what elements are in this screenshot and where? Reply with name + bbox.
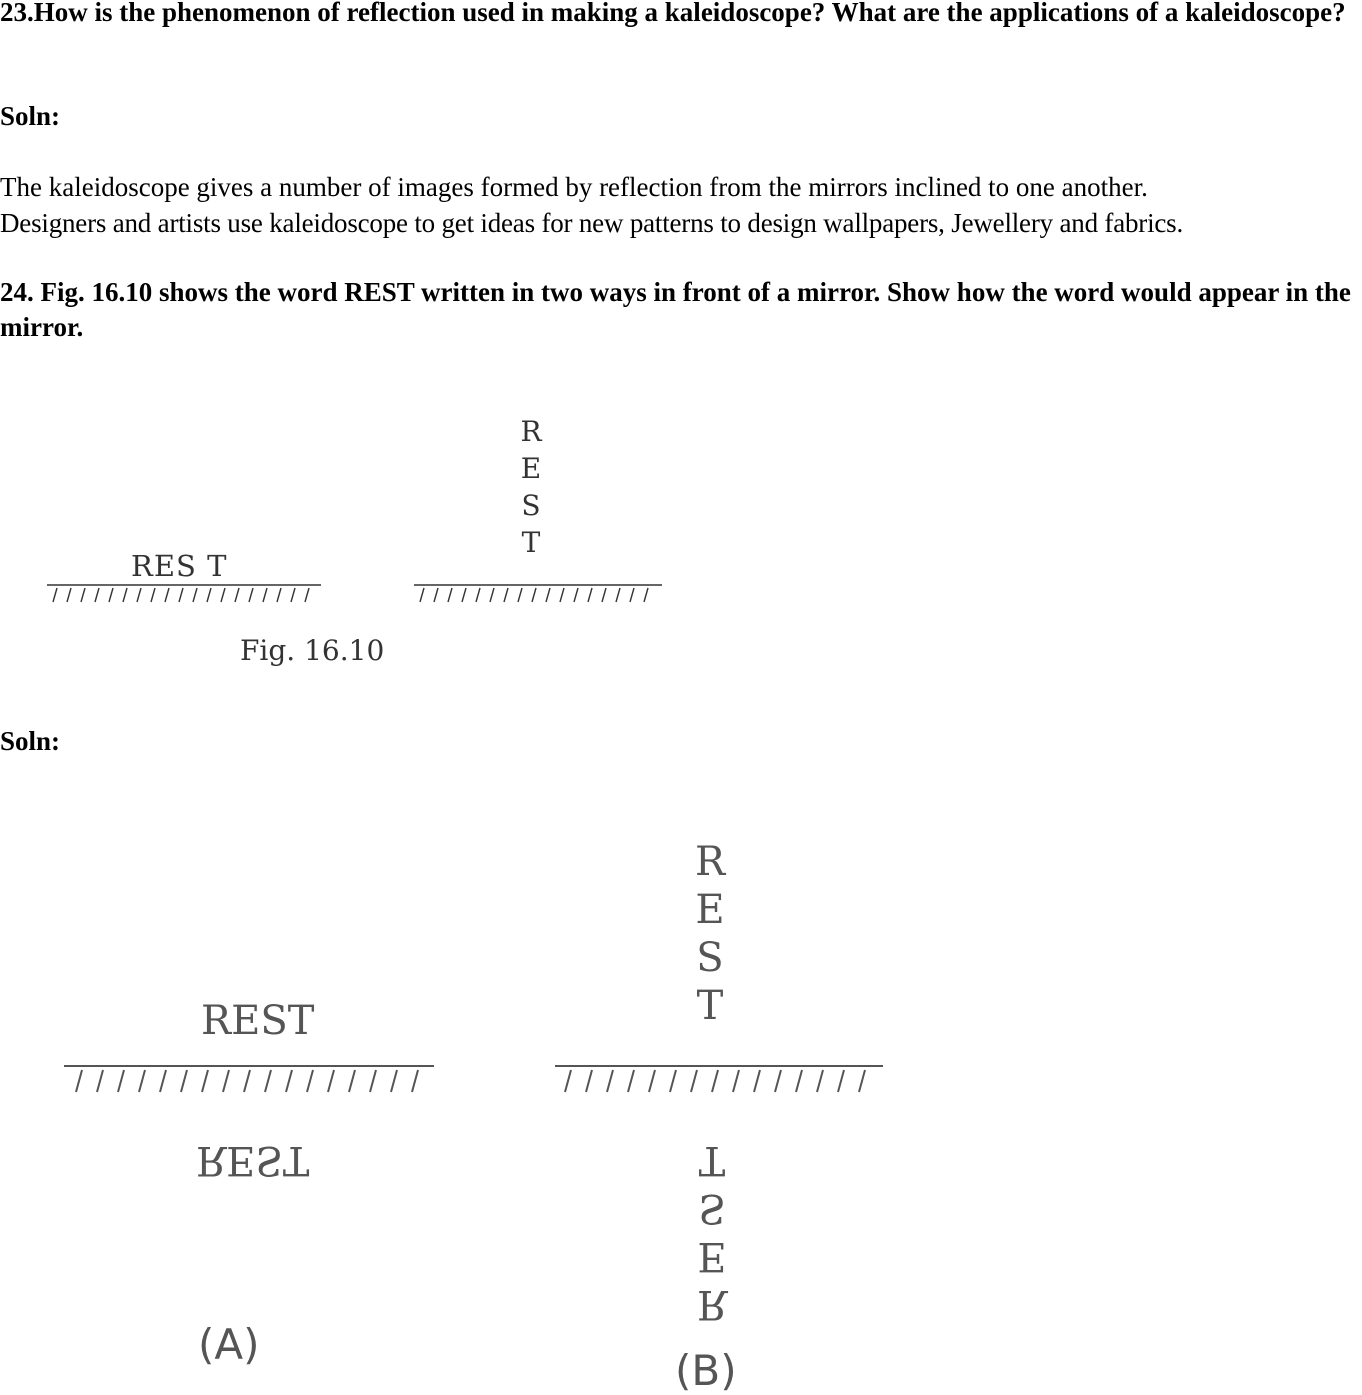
figure-caption: Fig. 16.10 <box>240 634 385 667</box>
solution-a-mirror <box>62 1062 438 1096</box>
solution-b-reflection-letter: E <box>697 1233 727 1279</box>
mirror-hatch-mark <box>420 588 424 602</box>
vertical-letter: T <box>521 526 541 559</box>
mirror-left <box>45 582 325 606</box>
soln-label-23: Soln: <box>0 101 61 131</box>
mirror-hatch-mark <box>838 1070 844 1092</box>
mirror-hatch-mark <box>476 588 480 602</box>
mirror-hatch-mark <box>286 1070 292 1092</box>
mirror-hatch-mark <box>244 1070 250 1092</box>
solution-b-reflection-letter: R <box>696 1281 728 1327</box>
solution-b-letter: R <box>694 839 726 885</box>
mirror-hatch-mark <box>616 588 620 602</box>
mirror-hatch-mark <box>462 588 466 602</box>
answer-23 <box>0 169 1362 241</box>
solution-b-reflection <box>690 1136 734 1328</box>
solution-a-reflection <box>196 1137 309 1183</box>
mirror-hatch-mark <box>291 588 295 602</box>
mirror-hatch-mark <box>607 1070 613 1092</box>
mirror-hatch-mark <box>565 1070 571 1092</box>
vertical-letter: E <box>520 452 542 485</box>
question-23: 23.How is the phenomenon of reflection used in making a kaleidoscope? What are the applications of a kaleidoscope? <box>0 0 1346 27</box>
mirror-hatch-mark <box>532 588 536 602</box>
mirror-hatch-mark <box>691 1070 697 1092</box>
mirror-hatch-mark <box>249 588 253 602</box>
mirror-hatch-mark <box>546 588 550 602</box>
mirror-hatch-mark <box>118 1070 124 1092</box>
mirror-hatch-mark <box>560 588 564 602</box>
answer-23-line-2: Designers and artists use kaleidoscope to get ideas for new patterns to design wallpapers, Jewellery and fabrics. <box>0 208 1184 238</box>
mirror-hatch-mark <box>859 1070 865 1092</box>
solution-b-label: (B) <box>675 1346 737 1395</box>
mirror-hatch-mark <box>81 588 85 602</box>
mirror-hatch-mark <box>391 1070 397 1092</box>
answer-23-line-1: The kaleidoscope gives a number of images formed by reflection from the mirrors inclined to one another. <box>0 172 1148 202</box>
mirror-hatch-mark <box>448 588 452 602</box>
mirror-hatch-mark <box>97 1070 103 1092</box>
mirror-hatch-mark <box>588 588 592 602</box>
mirror-hatch-mark <box>151 588 155 602</box>
mirror-hatch-mark <box>307 1070 313 1092</box>
mirror-hatch-mark <box>649 1070 655 1092</box>
mirror-hatch-mark <box>207 588 211 602</box>
mirror-hatch-mark <box>95 588 99 602</box>
solution-b-letter: S <box>696 935 724 981</box>
solution-a-reflection-text: REST <box>196 1137 310 1183</box>
mirror-hatch-mark <box>221 588 225 602</box>
mirror-hatch-mark <box>644 588 648 602</box>
solution-a-word: REST <box>201 998 315 1044</box>
mirror-hatch-mark <box>370 1070 376 1092</box>
mirror-hatch-mark <box>263 588 267 602</box>
mirror-hatch-mark <box>165 588 169 602</box>
mirror-hatch-mark <box>181 1070 187 1092</box>
solution-b-reflection-letter: T <box>698 1137 726 1183</box>
soln-label-24: Soln: <box>0 726 61 756</box>
mirror-hatch-mark <box>67 588 71 602</box>
mirror-hatch-mark <box>490 588 494 602</box>
mirror-hatch-mark <box>328 1070 334 1092</box>
mirror-hatch-mark <box>754 1070 760 1092</box>
mirror-hatch-mark <box>305 588 309 602</box>
figure-vertical-word <box>514 413 548 561</box>
mirror-hatch-mark <box>670 1070 676 1092</box>
mirror-hatch-mark <box>630 588 634 602</box>
mirror-hatch-mark <box>179 588 183 602</box>
mirror-hatch-mark <box>628 1070 634 1092</box>
mirror-hatch-mark <box>277 588 281 602</box>
mirror-hatch-mark <box>160 1070 166 1092</box>
mirror-hatch-mark <box>775 1070 781 1092</box>
mirror-hatch-mark <box>265 1070 271 1092</box>
mirror-hatch-mark <box>193 588 197 602</box>
solution-a-label: (A) <box>198 1320 260 1369</box>
mirror-hatch-mark <box>109 588 113 602</box>
mirror-hatch-mark <box>223 1070 229 1092</box>
mirror-hatch-mark <box>518 588 522 602</box>
mirror-hatch-mark <box>602 588 606 602</box>
mirror-hatch-mark <box>349 1070 355 1092</box>
solution-b-reflection-letter: S <box>698 1185 726 1231</box>
mirror-hatch-mark <box>123 588 127 602</box>
question-24: 24. Fig. 16.10 shows the word REST written in two ways in front of a mirror. Show how the word would appear in the mirror. <box>0 277 1351 342</box>
mirror-right <box>412 582 664 606</box>
mirror-hatch-mark <box>137 588 141 602</box>
mirror-hatch-mark <box>586 1070 592 1092</box>
mirror-hatch-mark <box>235 588 239 602</box>
vertical-letter: S <box>521 489 541 522</box>
mirror-hatch-mark <box>504 588 508 602</box>
mirror-hatch-mark <box>139 1070 145 1092</box>
mirror-hatch-mark <box>733 1070 739 1092</box>
mirror-hatch-mark <box>412 1070 418 1092</box>
solution-b-mirror <box>553 1062 887 1096</box>
mirror-hatch-mark <box>817 1070 823 1092</box>
mirror-hatch-mark <box>202 1070 208 1092</box>
figure-horizontal-word: RES T <box>131 549 228 583</box>
mirror-hatch-mark <box>53 588 57 602</box>
mirror-hatch-mark <box>76 1070 82 1092</box>
mirror-hatch-mark <box>712 1070 718 1092</box>
solution-b-letter: T <box>696 983 724 1029</box>
mirror-hatch-mark <box>574 588 578 602</box>
mirror-hatch-mark <box>434 588 438 602</box>
vertical-letter: R <box>520 415 542 448</box>
solution-b-word <box>688 838 732 1030</box>
solution-b-letter: E <box>695 887 725 933</box>
mirror-hatch-mark <box>796 1070 802 1092</box>
